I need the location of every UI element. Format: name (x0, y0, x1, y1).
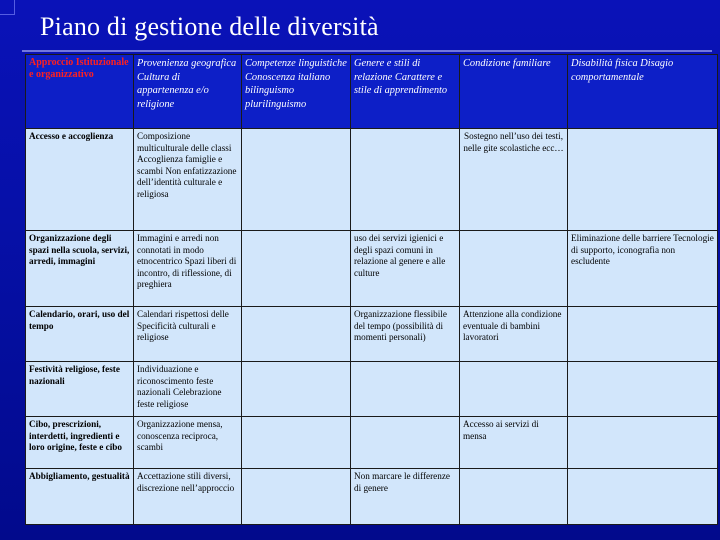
row-label: Abbigliamento, gestualità (26, 469, 134, 525)
table-row (26, 129, 718, 231)
table-cell (242, 417, 351, 469)
table-row (26, 307, 718, 362)
table-cell (351, 129, 460, 231)
row-label: Accesso e accoglienza (26, 129, 134, 231)
page-title: Piano di gestione delle diversità (40, 12, 379, 41)
table-row (26, 417, 718, 469)
table-cell: Individuazione e riconoscimento feste nazionali Celebrazione feste religiose (134, 362, 242, 417)
table-cell (568, 129, 718, 231)
table-cell: Calendari rispettosi delle Specificità culturali e religiose (134, 307, 242, 362)
table-cell: Sostegno nell’uso dei testi, nelle gite scolastiche ecc… (460, 129, 568, 231)
row-label: Calendario, orari, uso del tempo (26, 307, 134, 362)
table-cell (242, 231, 351, 307)
row-label: Festività religiose, feste nazionali (26, 362, 134, 417)
table-cell (242, 307, 351, 362)
corner-decoration (0, 0, 15, 15)
diversity-plan-table (25, 54, 718, 525)
row-label: Organizzazione degli spazi nella scuola, servizi, arredi, immagini (26, 231, 134, 307)
table-cell (351, 417, 460, 469)
table-cell: Organizzazione mensa, conoscenza reciproca, scambi (134, 417, 242, 469)
table-cell: Composizione multiculturale delle classi Accoglienza famiglie e scambi Non enfatizzazione dell’identità culturale e religiosa (134, 129, 242, 231)
header-cell-origin: Provenienza geografica Cultura di appartenenza e/o religione (134, 55, 242, 129)
table-cell (460, 469, 568, 525)
table-cell (568, 307, 718, 362)
table-cell: Eliminazione delle barriere Tecnologie di supporto, iconografia non escludente (568, 231, 718, 307)
table-cell (351, 362, 460, 417)
table-cell (568, 417, 718, 469)
table-cell: Organizzazione flessibile del tempo (possibilità di momenti personali) (351, 307, 460, 362)
table-cell (460, 362, 568, 417)
table-cell (460, 231, 568, 307)
header-cell-approach: Approccio Istituzionale e organizzativo (26, 55, 134, 129)
header-cell-language: Competenze linguistiche Conoscenza italiano bilinguismo plurilinguismo (242, 55, 351, 129)
table-cell (242, 362, 351, 417)
table-cell: uso dei servizi igienici e degli spazi comuni in relazione al genere e alle culture (351, 231, 460, 307)
table-cell (242, 129, 351, 231)
table-header-row (26, 55, 718, 129)
table-cell: Attenzione alla condizione eventuale di bambini lavoratori (460, 307, 568, 362)
table-cell: Immagini e arredi non connotati in modo etnocentrico Spazi liberi di incontro, di riflessione, di preghiera (134, 231, 242, 307)
row-label: Cibo, prescrizioni, interdetti, ingredienti e loro origine, feste e cibo (26, 417, 134, 469)
table-cell: Non marcare le differenze di genere (351, 469, 460, 525)
table-cell (242, 469, 351, 525)
header-cell-disability: Disabilità fisica Disagio comportamentale (568, 55, 718, 129)
table-cell: Accettazione stili diversi, discrezione nell’approccio (134, 469, 242, 525)
table-row (26, 469, 718, 525)
table-row (26, 231, 718, 307)
header-cell-family: Condizione familiare (460, 55, 568, 129)
header-cell-gender: Genere e stili di relazione Carattere e stile di apprendimento (351, 55, 460, 129)
table-cell: Accesso ai servizi di mensa (460, 417, 568, 469)
table-row (26, 362, 718, 417)
table-cell (568, 469, 718, 525)
title-divider (22, 50, 712, 52)
table-cell (568, 362, 718, 417)
